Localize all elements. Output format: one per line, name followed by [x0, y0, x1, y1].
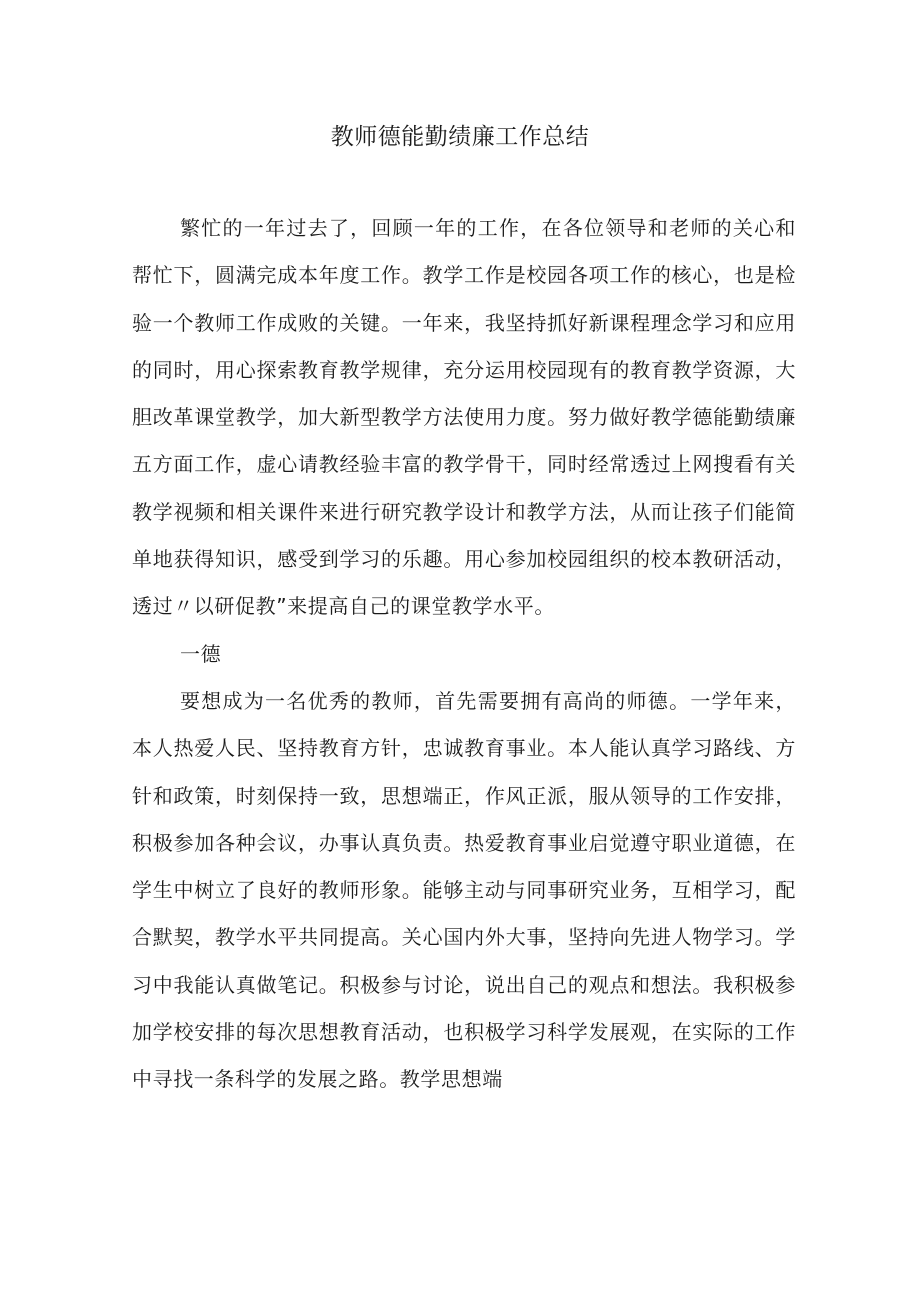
paragraph-de: 要想成为一名优秀的教师，首先需要拥有高尚的师德。一学年来，本人热爱人民、坚持教育方针，忠诚教育事业。本人能认真学习路线、方针和政策，时刻保持一致，思想端正，作风正派，服从领导的工作安排，积极参加各种会议，办事认真负责。热爱教育事业启觉遵守职业道德，在学生中树立了良好的教师形象。能够主动与同事研究业务，互相学习，配合默契，教学水平共同提高。关心国内外大事，坚持向先进人物学习。学习中我能认真做笔记。积极参与讨论，说出自己的观点和想法。我积极参加学校安排的每次思想教育活动，也积极学习科学发展观，在实际的工作中寻找一条科学的发展之路。教学思想端: [132, 688, 796, 1092]
document-body: [132, 205, 796, 1104]
document-title: 教师德能勤绩廉工作总结: [330, 124, 590, 150]
section-heading-de: 一德: [180, 641, 222, 666]
paragraph-intro: 繁忙的一年过去了，回顾一年的工作，在各位领导和老师的关心和帮忙下，圆满完成本年度工作。教学工作是校园各项工作的核心，也是检验一个教师工作成败的关键。一年来，我坚持抓好新课程理念学习和应用的同时，用心探索教育教学规律，充分运用校园现有的教育教学资源，大胆改革课堂教学，加大新型教学方法使用力度。努力做好教学德能勤绩廉五方面工作，虚心请教经验丰富的教学骨干，同时经常透过上网搜看有关教学视频和相关课件来进行研究教学设计和教学方法，从而让孩子们能简单地获得知识，感受到学习的乐趣。用心参加校园组织的校本教研活动，透过〃以研促教”来提高自己的课堂教学水平。: [132, 216, 796, 619]
